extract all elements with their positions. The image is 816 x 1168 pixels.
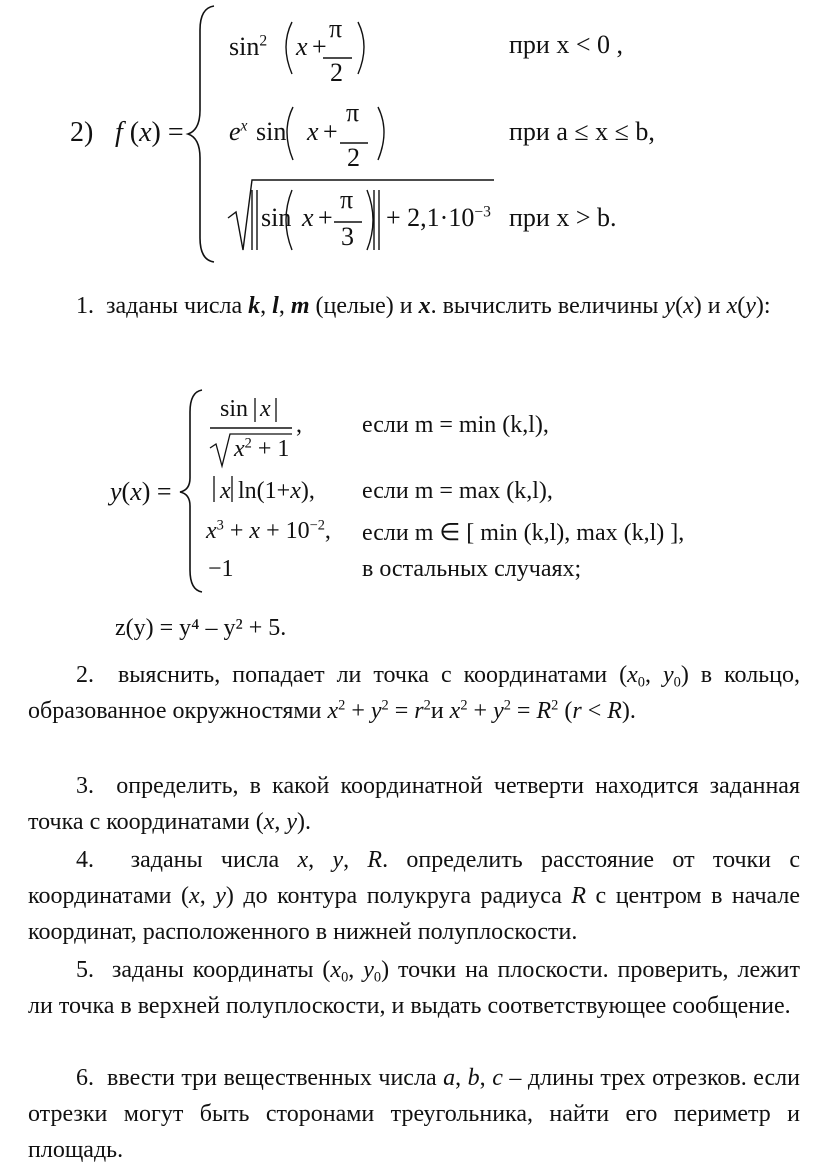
task-4: 4. заданы числа x, y, R. определить расстояние от точки с координатами (x, y) до контура полукруга радиуса R с центром в начале координат, расположенного в нижней полуплоскости. bbox=[28, 847, 801, 945]
case1-condition: при x < 0 , bbox=[509, 30, 623, 59]
task-2-number: 2. bbox=[76, 662, 94, 688]
z-formula: z(y) = y⁴ – y² + 5. bbox=[115, 615, 287, 641]
task-3-number: 3. bbox=[76, 773, 94, 799]
case3-condition: при x > b. bbox=[509, 203, 617, 232]
y-cond-4: в остальных случаях; bbox=[362, 556, 582, 582]
task-2: 2. выяснить, попадает ли точка с координатами ($x_0$, $y_0$) в кольцо, образованное окружностями $x^2 + y^2 = r^2и$ $x^2 + y^2 = R^2$ (r < R). bbox=[28, 662, 801, 724]
task-6-number: 6. bbox=[76, 1065, 94, 1091]
task-1-number: 1. bbox=[76, 293, 94, 319]
y-cond-2: если m = max (k,l), bbox=[362, 478, 553, 504]
formula-lhs: f (x) = bbox=[115, 117, 184, 148]
case2-condition: при a ≤ x ≤ b, bbox=[509, 117, 655, 146]
case2-exp: $e^x$ bbox=[229, 117, 248, 146]
y-cond-3: если m ∈ [ min (k,l), max (k,l) ], bbox=[362, 520, 685, 546]
case1-sin: $\sin^2$ bbox=[229, 32, 268, 61]
task-1: 1. заданы числа k, l, m (целые) и x. вычислить величины y(x) и x(y): bbox=[76, 293, 771, 319]
task-6: 6. ввести три вещественных числа a, b, c – длины трех отрезков. если отрезки могут быть сторонами треугольника, найти его периметр и площадь. bbox=[28, 1065, 800, 1163]
task-3: 3. определить, в какой координатной четверти находится заданная точка с координатами (x, y). bbox=[28, 773, 800, 835]
formula-label: 2) bbox=[70, 117, 94, 148]
task-4-number: 4. bbox=[76, 847, 94, 873]
task-5-number: 5. bbox=[76, 957, 94, 983]
task-5: 5. заданы координаты ($x_0$, $y_0$) точки на плоскости. проверить, лежит ли точка в верхней полуплоскости, и выдать соответствующее сообщение. bbox=[28, 957, 801, 1019]
y-lhs: y(x) = bbox=[110, 477, 172, 506]
case3-sin: sin bbox=[261, 203, 292, 232]
y-cond-1: если m = min (k,l), bbox=[362, 412, 549, 438]
